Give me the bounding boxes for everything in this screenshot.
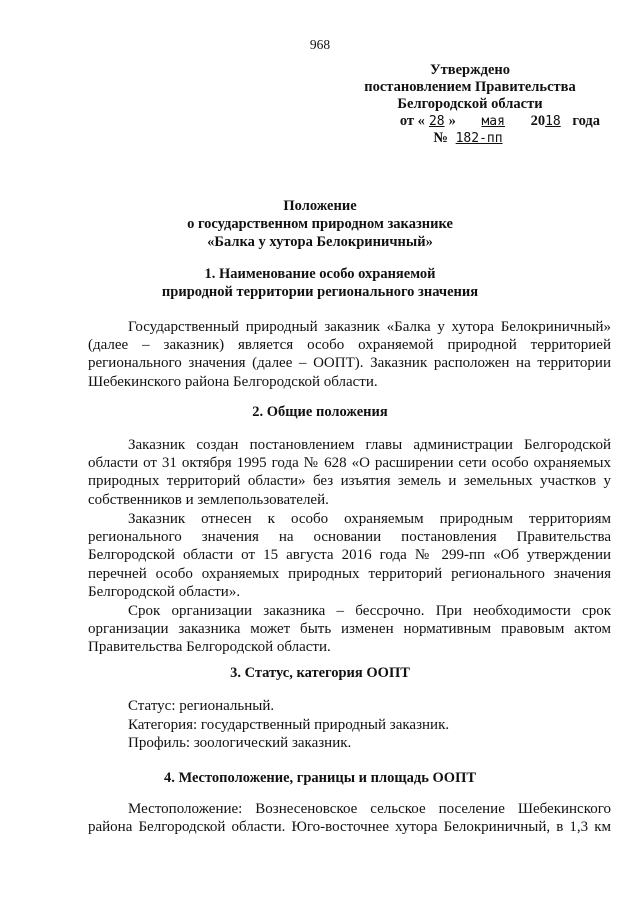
approval-number [340,130,600,147]
title-line-3: «Балка у хутора Белокриничный» [207,234,433,250]
profile-line: Профиль: зоологический заказник. [128,735,352,751]
category-line: Категория: государственный природный заказник. [128,716,450,733]
approval-line-2: постановлением Правительства [364,79,576,95]
section-3-heading: 3. Статус, категория ООПТ [230,665,410,681]
section-1-paragraph: Государственный природный заказник «Балка у хутора Белокриничный» (далее – заказник) является особо охраняемой природной территорией регионального значения (далее – ООПТ). Заказник расположен на территории Шебекинского района Белгородской области. [88,319,611,390]
number-value: 182-пп [455,131,503,146]
number-prefix: № [433,130,448,146]
section-2-paragraph-2: Заказник отнесен к особо охраняемым природным территориям регионального значения на основании постановления Правительства Белгородской области от 15 августа 2016 года № 299-пп «Об утверждении перечней особо охраняемых природных территорий регионального значения Белгородской области». [88,511,611,600]
title-line-2: о государственном природном заказнике [187,216,453,232]
approval-line-1: Утверждено [430,62,510,78]
date-suffix: года [572,113,600,129]
section-3-lines [128,697,588,753]
date-month: мая [481,114,505,129]
approval-line-3: Белгородской области [397,96,543,112]
section-2-paragraph-1: Заказник создан постановлением главы администрации Белгородской области от 31 октября 1995 года № 628 «О расширении сети особо охраняемых природных территорий области» без изъятия земель и земельных участков у собственников и землепользователей. [88,437,611,508]
title-line-1: Положение [283,198,357,214]
section-4-heading: 4. Местоположение, границы и площадь ООПТ [163,770,477,786]
section-1-heading [60,265,580,301]
date-mid: » [448,113,456,129]
date-year-suffix: 18 [545,114,561,129]
date-prefix: от « [399,113,425,129]
date-day: 28 [428,114,445,129]
approval-date [340,113,600,130]
page-number: 968 [309,37,331,52]
section-2-paragraph-3: Срок организации заказника – бессрочно. При необходимости срок организации заказника может быть изменен нормативным правовым актом Правительства Белгородской области. [88,603,611,656]
section-1-heading-line-1: 1. Наименование особо охраняемой [204,266,436,282]
section-2-heading: 2. Общие положения [252,404,388,420]
date-year-prefix: 20 [530,113,546,129]
section-4-paragraph: Местоположение: Вознесеновское сельское поселение Шебекинского района Белгородской области. Юго-восточнее хутора Белокриничный, в 1,3 км [88,801,611,836]
document-title [0,197,640,251]
section-1-heading-line-2: природной территории регионального значения [161,284,479,300]
status-line: Статус: региональный. [128,698,275,714]
approval-block [340,62,600,147]
